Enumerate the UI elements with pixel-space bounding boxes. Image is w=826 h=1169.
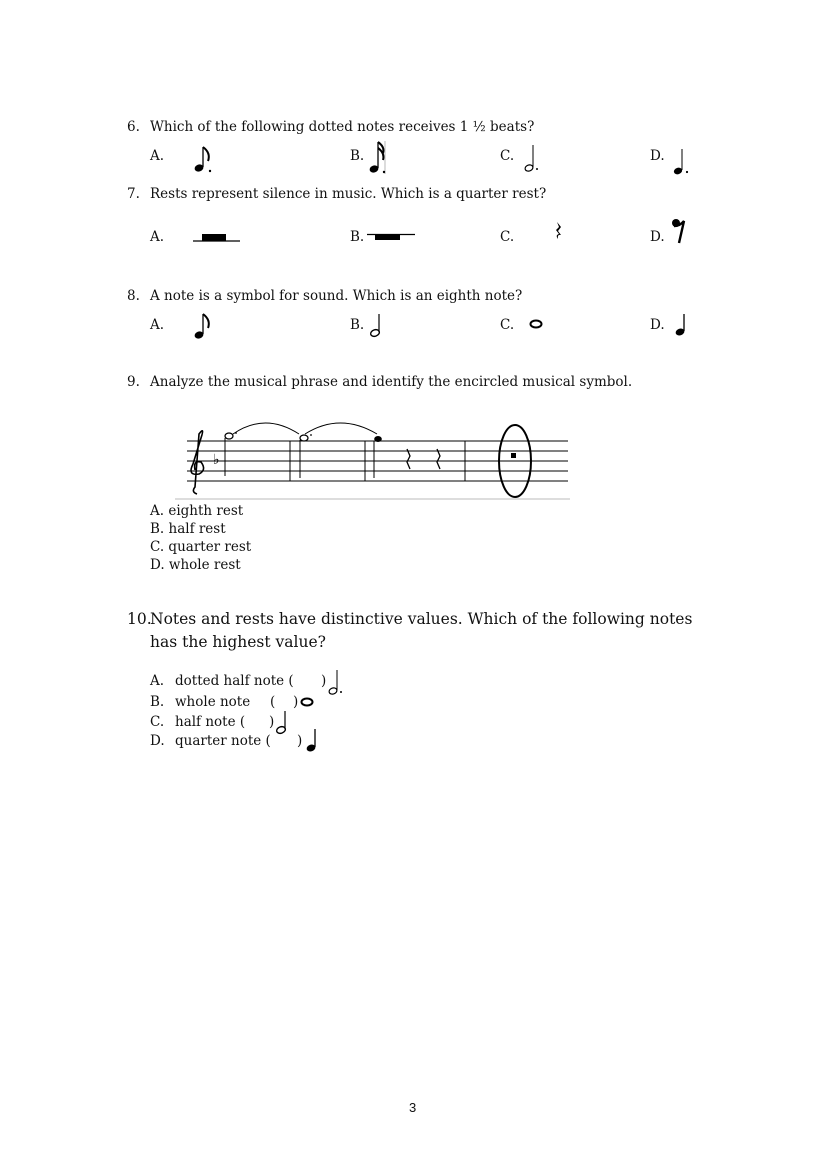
option: C. quarter rest: [150, 539, 252, 555]
option-label: B.: [150, 694, 165, 710]
whole-rest-icon: [367, 233, 415, 243]
option-text: quarter note (: [175, 733, 271, 749]
option-label: A.: [150, 317, 165, 333]
question-number: 7.: [127, 186, 140, 202]
dotted-sixteenth-note-icon: [368, 139, 390, 175]
whole-note-icon: [529, 319, 545, 329]
question-text: Rests represent silence in music. Which is a quarter rest?: [150, 186, 547, 202]
option-label: D.: [650, 148, 665, 164]
quarter-note-icon: [674, 313, 690, 339]
option-label: D.: [650, 317, 665, 333]
dotted-half-note-icon: [328, 668, 348, 696]
page-number: 3: [409, 1100, 417, 1115]
half-note-icon: [275, 710, 291, 736]
option-text: dotted half note (: [175, 673, 294, 689]
flat-icon: ♭: [213, 452, 220, 468]
paren-open: (: [270, 694, 276, 710]
option-label: B.: [350, 229, 365, 245]
option: B. half rest: [150, 521, 226, 537]
paren-close: ): [269, 714, 275, 730]
dotted-eighth-note-icon: [193, 143, 215, 173]
question-text: A note is a symbol for sound. Which is an eighth note?: [150, 288, 523, 304]
option-text: half note (: [175, 714, 246, 730]
question-number: 8.: [127, 288, 140, 304]
half-note-icon: [369, 313, 385, 339]
question-number: 9.: [127, 374, 140, 390]
question-number: 6.: [127, 119, 140, 135]
option-label: B.: [350, 148, 365, 164]
option-label: A.: [150, 229, 165, 245]
option-label: C.: [150, 714, 165, 730]
whole-note-icon: [300, 697, 316, 707]
paren-close: ): [297, 733, 303, 749]
dotted-quarter-note-icon: [673, 147, 693, 177]
option: D. whole rest: [150, 557, 241, 573]
quarter-note-icon: [305, 728, 321, 754]
eighth-note-icon: [193, 311, 213, 341]
question-text: Notes and rests have distinctive values. Which of the following notes: [150, 610, 693, 628]
option-text: whole note: [175, 694, 251, 710]
option-label: C.: [500, 317, 515, 333]
dotted-half-note-icon: [524, 143, 544, 173]
option-label: A.: [150, 673, 165, 689]
option-label: C.: [500, 148, 515, 164]
question-text: Analyze the musical phrase and identify the encircled musical symbol.: [150, 374, 633, 390]
option-label: D.: [150, 733, 165, 749]
treble-clef-icon: [191, 431, 204, 494]
paren-close: ): [321, 673, 327, 689]
option-label: C.: [500, 229, 515, 245]
question-number: 10.: [127, 610, 152, 628]
musical-phrase-staff: [175, 414, 570, 504]
option-label: B.: [350, 317, 365, 333]
eighth-rest-icon: [671, 218, 687, 244]
question-text: has the highest value?: [150, 633, 326, 651]
option: A. eighth rest: [150, 503, 244, 519]
option-label: A.: [150, 148, 165, 164]
question-text: Which of the following dotted notes receives 1 ½ beats?: [150, 119, 535, 135]
paren-close: ): [293, 694, 299, 710]
half-rest-icon: [193, 232, 241, 242]
quarter-rest-icon: [554, 221, 564, 241]
option-label: D.: [650, 229, 665, 245]
